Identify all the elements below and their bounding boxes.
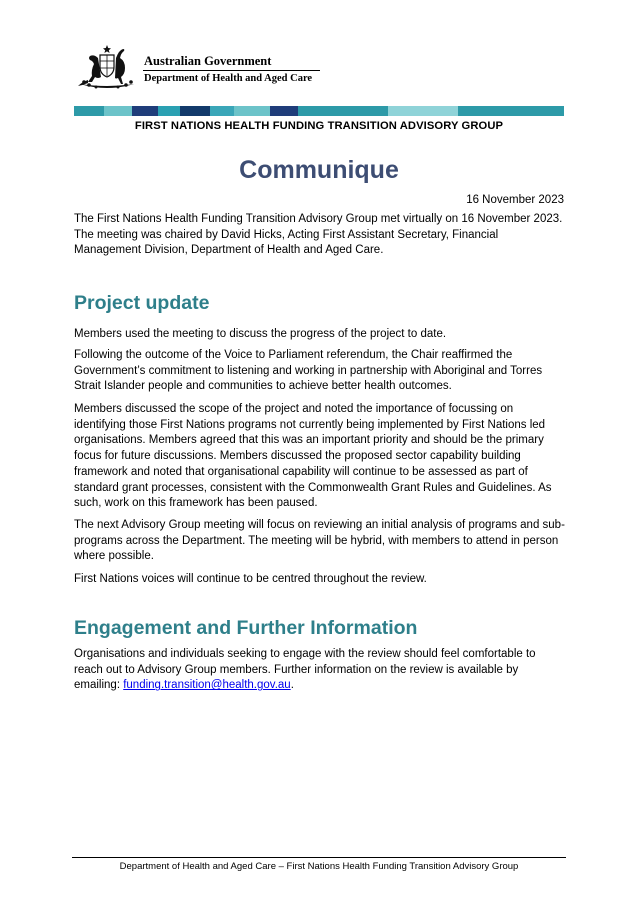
project-update-heading: Project update — [74, 292, 210, 314]
color-band — [74, 106, 564, 116]
group-title: FIRST NATIONS HEALTH FUNDING TRANSITION ADVISORY GROUP — [134, 120, 504, 132]
color-band-segment — [210, 106, 234, 116]
footer-divider — [72, 857, 566, 858]
coat-of-arms-icon — [76, 44, 138, 90]
engagement-text: Organisations and individuals seeking to engage with the review should feel comfortable to reach out to Advisory Group members. Further information on the review is available by emailing: — [74, 648, 536, 692]
government-name: Australian Government — [144, 54, 272, 68]
project-paragraph-2: Following the outcome of the Voice to Parliament referendum, the Chair reaffirmed the Government’s commitment to listening and working in partnership with Aboriginal and Torres Strait Islander people and communities to achieve better health outcomes. — [74, 349, 543, 393]
color-band-segment — [180, 106, 210, 116]
color-band-segment — [270, 106, 298, 116]
email-link[interactable]: funding.transition@health.gov.au — [123, 679, 291, 692]
color-band-segment — [104, 106, 132, 116]
department-name: Department of Health and Aged Care — [144, 73, 313, 84]
project-paragraph-3: Members discussed the scope of the project and noted the importance of focussing on identifying those First Nations programs not currently being implemented by First Nations led organisations. Members agreed that this was an important priority and should be the primary focus for future discussions. Members discussed the proposed sector capability building framework and noted that organisational capability will continue to be assessed as part of standard grant processes, consistent with the Commonwealth Grant Rules and Guidelines. As such, work on this framework has been paused. — [74, 403, 552, 510]
logo-divider — [143, 70, 320, 71]
engagement-text-end: . — [290, 679, 294, 692]
color-band-segment — [234, 106, 270, 116]
engagement-heading: Engagement and Further Information — [74, 617, 418, 639]
color-band-segment — [388, 106, 458, 116]
page-footer: Department of Health and Aged Care – First Nations Health Funding Transition Advisory Group — [119, 861, 519, 872]
color-band-segment — [298, 106, 388, 116]
engagement-paragraph — [74, 647, 566, 694]
color-band-segment — [458, 106, 564, 116]
project-paragraph-5: First Nations voices will continue to be centred throughout the review. — [74, 573, 427, 585]
color-band-segment — [74, 106, 104, 116]
intro-paragraph: The First Nations Health Funding Transition Advisory Group met virtually on 16 November 2023. The meeting was chaired by David Hicks, Acting First Assistant Secretary, Financial Management Division, Department of Health and Aged Care. — [74, 213, 563, 257]
document-date: 16 November 2023 — [466, 194, 564, 206]
project-paragraph-4: The next Advisory Group meeting will focus on reviewing an initial analysis of programs and sub-programs across the Department. The meeting will be hybrid, with members to attend in person where possible. — [74, 519, 565, 563]
project-paragraph-1: Members used the meeting to discuss the progress of the project to date. — [74, 328, 447, 340]
color-band-segment — [158, 106, 180, 116]
page-title: Communique — [239, 156, 399, 184]
color-band-segment — [132, 106, 158, 116]
